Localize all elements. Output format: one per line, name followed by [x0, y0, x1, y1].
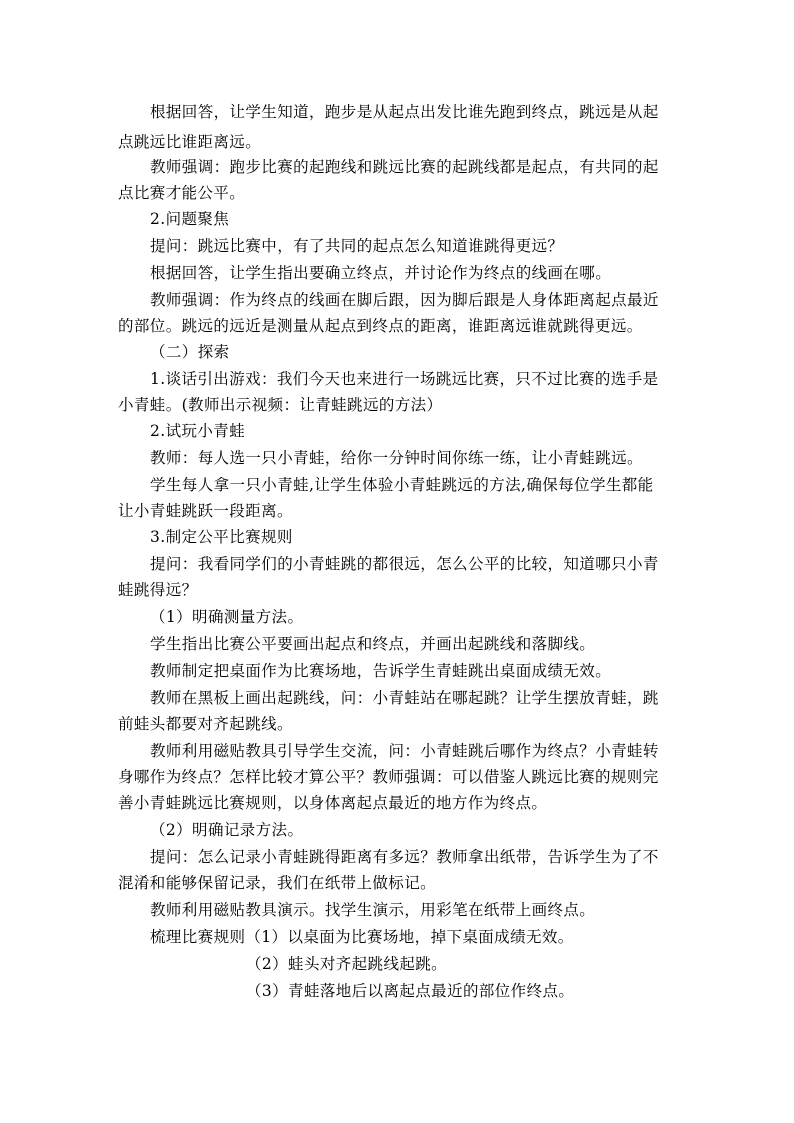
paragraph-line: 学生每人拿一只小青蛙,让学生体验小青蛙跳远的方法,确保每位学生都能 — [150, 476, 654, 494]
paragraph-line: 善小青蛙跳远比赛规则，以身体离起点最近的地方作为终点。 — [118, 794, 548, 812]
section-heading: 2.试玩小青蛙 — [150, 422, 246, 440]
paragraph-line: 让小青蛙跳跃一段距离。 — [118, 502, 293, 520]
paragraph-line: 教师制定把桌面作为比赛场地，告诉学生青蛙跳出桌面成绩无效。 — [150, 662, 612, 680]
paragraph-line: 学生指出比赛公平要画出起点和终点，并画出起跳线和落脚线。 — [150, 635, 596, 653]
paragraph-line: 教师强调：跑步比赛的起跑线和跳远比赛的起跳线都是起点，有共同的起 — [150, 158, 659, 176]
section-heading: （二）探索 — [150, 343, 230, 361]
paragraph-line: 提问：怎么记录小青蛙跳得距离有多远？教师拿出纸带，告诉学生为了不 — [150, 848, 659, 866]
paragraph-line: 根据回答，让学生指出要确立终点，并讨论作为终点的线画在哪。 — [150, 264, 612, 282]
paragraph-line: 教师：每人选一只小青蛙，给你一分钟时间你练一练，让小青蛙跳远。 — [150, 449, 643, 467]
paragraph-line: 的部位。跳远的远近是测量从起点到终点的距离，谁距离远谁就跳得更远。 — [118, 317, 643, 335]
rules-summary-line: （3）青蛙落地后以离起点最近的部位作终点。 — [246, 982, 575, 1000]
paragraph-line: 蛙跳得远？ — [118, 581, 198, 599]
paragraph-line: 教师利用磁贴教具引导学生交流，问：小青蛙跳后哪作为终点？小青蛙转 — [150, 742, 659, 760]
paragraph-line: 教师在黑板上画出起跳线，问：小青蛙站在哪起跳？让学生摆放青蛙，跳 — [150, 689, 659, 707]
paragraph-line: 小青蛙。(教师出示视频：让青蛙跳远的方法） — [118, 396, 443, 414]
paragraph-line: 教师利用磁贴教具演示。找学生演示，用彩笔在纸带上画终点。 — [150, 901, 596, 919]
rules-summary-line: （2）蛙头对齐起跳线起跳。 — [246, 955, 448, 973]
paragraph-line: 提问：我看同学们的小青蛙跳的都很远，怎么公平的比较，知道哪只小青 — [150, 555, 659, 573]
section-heading: 2.问题聚焦 — [150, 210, 230, 228]
section-heading: 3.制定公平比赛规则 — [150, 528, 293, 546]
paragraph-line: 点比赛才能公平。 — [118, 184, 246, 202]
paragraph-line: 教师强调：作为终点的线画在脚后跟，因为脚后跟是人身体距离起点最近 — [150, 291, 659, 309]
paragraph-line: 提问：跳远比赛中，有了共同的起点怎么知道谁跳得更远？ — [150, 237, 564, 255]
paragraph-line: 点跳远比谁距离远。 — [118, 133, 262, 151]
rules-summary-line: 梳理比赛规则（1）以桌面为比赛场地，掉下桌面成绩无效。 — [150, 928, 574, 946]
subsection-heading: （2）明确记录方法。 — [150, 821, 304, 839]
paragraph-line: 混淆和能够保留记录，我们在纸带上做标记。 — [118, 874, 437, 892]
subsection-heading: （1）明确测量方法。 — [150, 608, 304, 626]
paragraph-line: 前蛙头都要对齐起跳线。 — [118, 715, 293, 733]
paragraph-line: 根据回答，让学生知道，跑步是从起点出发比谁先跑到终点，跳远是从起 — [150, 103, 659, 121]
paragraph-line: 1.谈话引出游戏：我们今天也来进行一场跳远比赛，只不过比赛的选手是 — [150, 370, 659, 388]
paragraph-line: 身哪作为终点？怎样比较才算公平？教师强调：可以借鉴人跳远比赛的规则完 — [118, 768, 659, 786]
